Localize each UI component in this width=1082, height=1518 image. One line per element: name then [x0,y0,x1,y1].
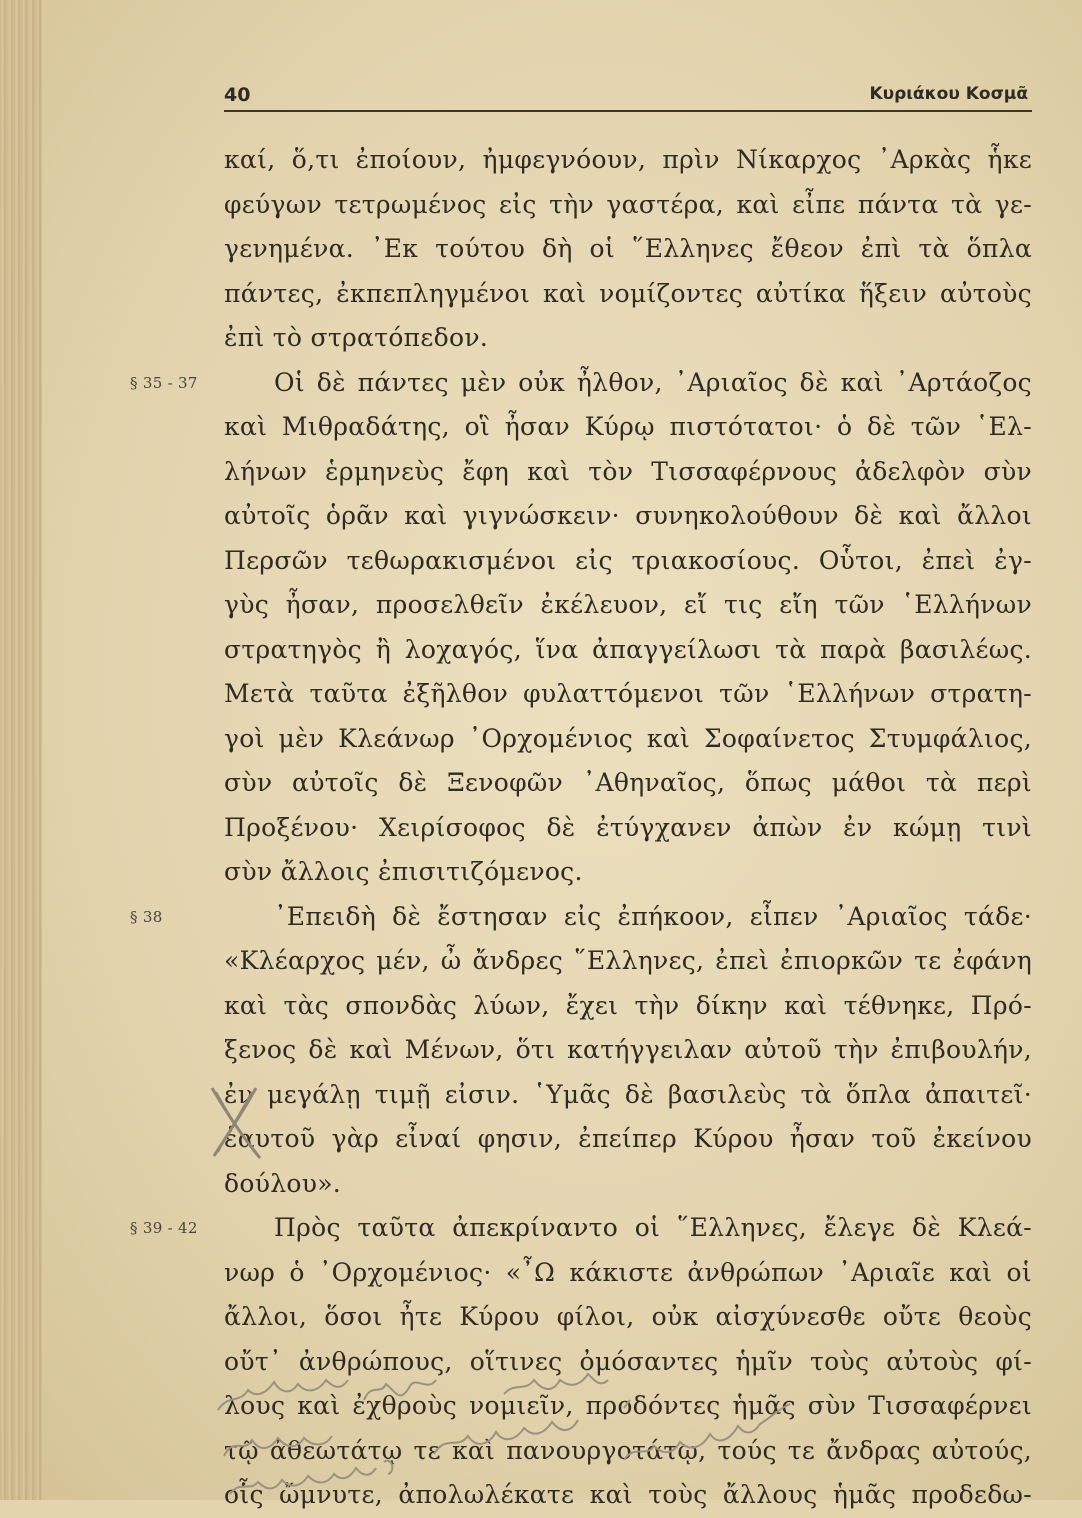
header-rule [224,110,1032,112]
text-line [224,1251,1032,1296]
text-line-content: ξενος δὲ καὶ Μένων, ὅτι κατήγγειλαν αὐτοῦ τὴν ἐπιβουλήν, [224,1035,1032,1064]
text-line-content: δούλου». [224,1168,342,1198]
text-line-content: καὶ Μιθραδάτης, οἳ ἦσαν Κύρῳ πιστότατοι· ὁ δὲ τῶν ῾Ελ- [224,412,1032,441]
text-line [224,1162,1032,1207]
text-line-content: σὺν αὐτοῖς δὲ Ξενοφῶν ᾿Αθηναῖος, ὅπως μάθοι τὰ περὶ [224,768,1032,797]
text-line-content: τῷ ἀθεωτάτῳ τε καὶ πανουργοτάτῳ, τούς τε ἄνδρας αὐτούς, [224,1435,1032,1465]
text-line [224,1028,1032,1073]
text-line-content: λήνων ἑρμηνεὺς ἔφη καὶ τὸν Τισσαφέρνους ἀδελφὸν σὺν [224,456,1032,486]
text-line [224,628,1032,673]
text-line-content: ᾿Επειδὴ δὲ ἔστησαν εἰς ἐπήκοον, εἶπεν ᾿Αριαῖος τάδε· [274,901,1032,931]
text-line-content: οἷς ὤμνυτε, ἀπολωλέκατε καὶ τοὺς ἄλλους ἡμᾶς προδεδω- [224,1480,1032,1509]
text-line [224,494,1032,539]
text-line [224,138,1032,183]
text-line-content: οὔτ᾿ ἀνθρώπους, οἵτινες ὀμόσαντες ἡμῖν τοὺς αὐτοὺς φί- [224,1346,1032,1376]
text-line-content: λους καὶ ἐχθροὺς νομιεῖν, προδόντες ἡμᾶς σὺν Τισσαφέρνει [224,1391,1032,1420]
text-line-content: ἐν μεγάλῃ τιμῇ εἰσιν. ῾Υμᾶς δὲ βασιλεὺς τὰ ὅπλα ἀπαιτεῖ· [224,1079,1032,1109]
page-binding-edge [0,0,42,1500]
text-line [224,450,1032,495]
text-line-content: ἄλλοι, ὅσοι ἦτε Κύρου φίλοι, οὐκ αἰσχύνεσθε οὔτε θεοὺς [224,1302,1032,1331]
text-line [130,895,1032,940]
pencil-x-mark [206,1082,266,1162]
text-line [224,717,1032,762]
running-head: Κυριάκου Κοσμᾶ [869,84,1028,104]
text-line-content: ἐπὶ τὸ στρατόπεδον. [224,323,489,352]
text-line [224,316,1032,361]
page-header [224,80,1032,114]
text-line [224,405,1032,450]
text-line-content: πάντες, ἐκπεπληγμένοι καὶ νομίζοντες αὐτίκα ἥξειν αὐτοὺς [224,278,1032,308]
text-line [224,1073,1032,1118]
text-line-content: αὐτοῖς ὁρᾶν καὶ γιγνώσκειν· συνηκολούθουν δὲ καὶ ἄλλοι [224,501,1032,530]
text-line-content: «Κλέαρχος μέν, ὦ ἄνδρες ῞Ελληνες, ἐπεὶ ἐπιορκῶν τε ἐφάνη [224,946,1032,975]
text-line-content: σὺν ἄλλοις ἐπισιτιζόμενος. [224,857,583,886]
text-line [224,1117,1032,1162]
text-line [130,1206,1032,1251]
text-line [224,227,1032,272]
text-line-content: στρατηγὸς ἢ λοχαγός, ἵνα ἀπαγγείλωσι τὰ παρὰ βασιλέως. [224,634,1032,664]
text-line [224,806,1032,851]
text-line [224,272,1032,317]
text-line [224,583,1032,628]
text-line [224,761,1032,806]
text-line-content: καὶ τὰς σπονδὰς λύων, ἔχει τὴν δίκην καὶ τέθνηκε, Πρό- [224,990,1032,1020]
text-line-content: Μετὰ ταῦτα ἐξῆλθον φυλαττόμενοι τῶν ῾Ελλήνων στρατη- [224,679,1032,708]
text-line [224,183,1032,228]
pencil-handwriting-scribble [204,1370,964,1500]
page-number: 40 [224,84,251,106]
text-line [224,672,1032,717]
text-line-content: Οἱ δὲ πάντες μὲν οὐκ ἦλθον, ᾿Αριαῖος δὲ καὶ ᾿Αρτάοζος [274,367,1032,397]
text-line [224,939,1032,984]
paragraph-reference: § 35 - 37 [130,373,198,392]
text-line-content: Πρὸς ταῦτα ἀπεκρίναντο οἱ ῞Ελληνες, ἔλεγε δὲ Κλεά- [274,1213,1032,1242]
text-line [224,1295,1032,1340]
text-line [224,984,1032,1029]
text-line-content: καί, ὅ,τι ἐποίουν, ἠμφεγνόουν, πρὶν Νίκαρχος ᾿Αρκὰς ἧκε [224,145,1032,174]
text-line-content: φεύγων τετρωμένος εἰς τὴν γαστέρα, καὶ εἶπε πάντα τὰ γε- [224,189,1032,219]
text-line-content: νωρ ὁ ᾿Ορχομένιος· «῏Ω κάκιστε ἀνθρώπων ᾿Αριαῖε καὶ οἱ [224,1257,1032,1287]
text-line-content: γὺς ἦσαν, προσελθεῖν ἐκέλευον, εἴ τις εἴη τῶν ῾Ελλήνων [224,590,1032,619]
text-line-content: γοὶ μὲν Κλεάνωρ ᾿Ορχομένιος καὶ Σοφαίνετος Στυμφάλιος, [224,723,1032,753]
text-line-content: ἑαυτοῦ γὰρ εἶναί φησιν, ἐπείπερ Κύρου ἦσαν τοῦ ἐκείνου [224,1124,1032,1153]
text-line-content: Περσῶν τεθωρακισμένοι εἰς τριακοσίους. Οὗτοι, ἐπεὶ ἐγ- [224,545,1032,575]
paragraph-reference: § 38 [130,907,163,926]
text-line [130,361,1032,406]
text-body [130,138,1032,1518]
text-line-content: γενημένα. ᾿Εκ τούτου δὴ οἱ ῞Ελληνες ἔθεον ἐπὶ τὰ ὅπλα [224,234,1032,263]
text-line [224,850,1032,895]
paragraph-reference: § 39 - 42 [130,1219,198,1237]
text-line-content: Προξένου· Χειρίσοφος δὲ ἐτύγχανεν ἀπὼν ἐν κώμῃ τινὶ [224,812,1032,842]
text-line [224,539,1032,584]
